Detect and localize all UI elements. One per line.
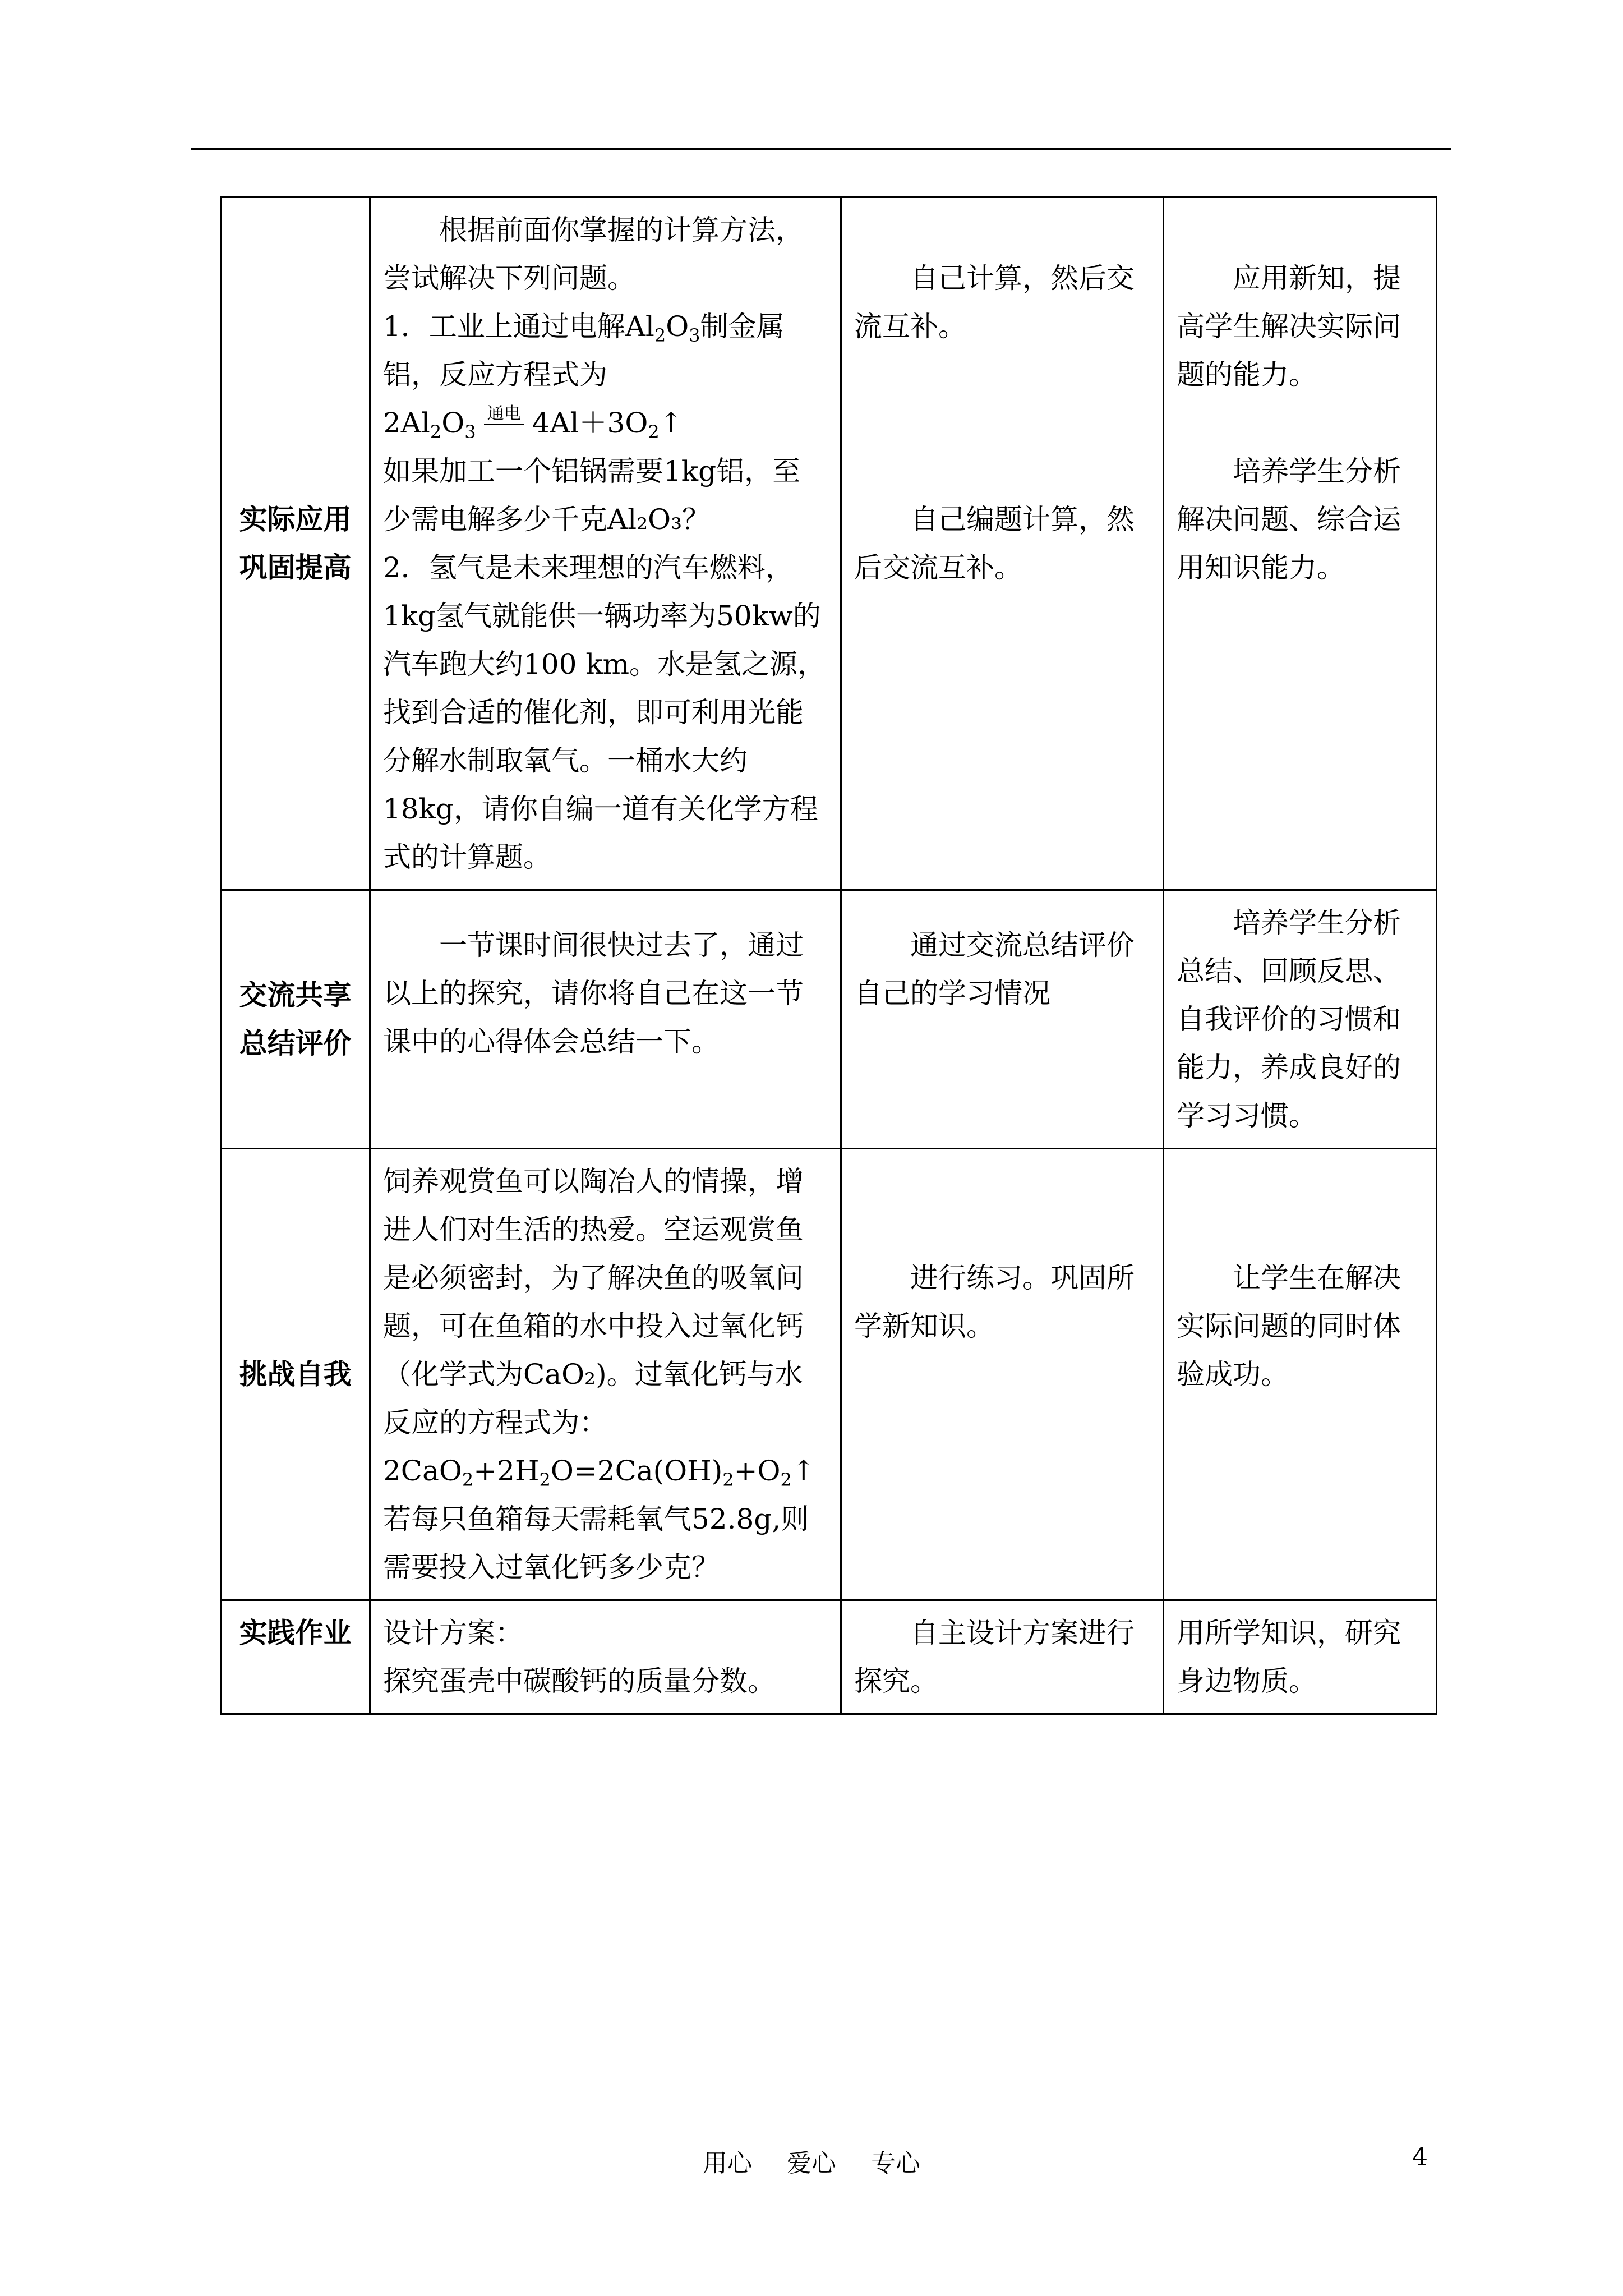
student-activity-text: 通过交流总结评价自己的学习情况 <box>854 929 1135 1010</box>
question-1-ask: 如果加工一个铝锅需要1kg铝，至少需电解多少千克Al₂O₃？ <box>383 455 801 536</box>
reaction-condition: 通电 <box>484 406 524 425</box>
content-cell <box>370 1600 841 1714</box>
student-activity-cell <box>841 1149 1164 1600</box>
content-cell <box>370 197 841 890</box>
design-intent-cell <box>1164 197 1437 890</box>
header-rule <box>191 148 1451 150</box>
challenge-text: 饲养观赏鱼可以陶冶人的情操，增进人们对生活的热爱。空运观赏鱼是必须密封，为了解决鱼的吸氧问题，可在鱼箱的水中投入过氧化钙（化学式为CaO₂)。过氧化钙与水反应的方程式为： <box>383 1165 804 1439</box>
design-intent-cell <box>1164 1600 1437 1714</box>
chem-equation: $2CaO_2+2H_2O=2Ca(OH)_2+O_2↑$ <box>383 1455 815 1490</box>
challenge-question: 若每只鱼箱每天需耗氧气52.8g,则需要投入过氧化钙多少克？ <box>383 1503 809 1584</box>
stage-label: 挑战自我 <box>239 1358 352 1391</box>
stage-label: 交流共享 <box>239 979 352 1011</box>
table-row <box>221 1149 1437 1600</box>
q1-text-b: 制金属铝，反应方程式为 <box>383 310 785 391</box>
content-cell <box>370 890 841 1149</box>
chem-equation: $2Al_2O_3$通电 $4Al+3O_2↑$ <box>383 404 683 443</box>
design-intent-cell <box>1164 1149 1437 1600</box>
footer-item: 爱心 <box>787 2149 836 2178</box>
table-row <box>221 890 1437 1149</box>
homework-title: 设计方案： <box>383 1617 523 1649</box>
stage-cell <box>221 1600 370 1714</box>
footer-item: 用心 <box>703 2149 752 2178</box>
design-intent-text: 应用新知，提高学生解决实际问题的能力。 <box>1177 262 1401 391</box>
intro-text: 根据前面你掌握的计算方法，尝试解决下列问题。 <box>383 214 804 295</box>
student-activity-cell <box>841 890 1164 1149</box>
design-intent-text: 培养学生分析解决问题、综合运用知识能力。 <box>1177 455 1401 584</box>
design-intent-text: 培养学生分析总结、回顾反思、自我评价的习惯和能力，养成良好的学习习惯。 <box>1177 907 1401 1132</box>
table-row <box>221 1600 1437 1714</box>
homework-task: 探究蛋壳中碳酸钙的质量分数。 <box>383 1665 776 1697</box>
question-2: 2．氢气是未来理想的汽车燃料，1kg氢气就能供一辆功率为50kw的汽车跑大约100 km。水是氢之源，找到合适的催化剂，即可利用光能分解水制取氧气。一桶水大约18kg，请你自编一道有关化学方程式的计算题。 <box>383 551 826 873</box>
lesson-plan-table <box>220 196 1437 1715</box>
stage-label: 总结评价 <box>239 1027 352 1060</box>
page-number: 4 <box>1412 2143 1428 2171</box>
stage-label: 巩固提高 <box>239 551 352 584</box>
question-1 <box>383 302 828 399</box>
design-intent-text: 用所学知识，研究身边物质。 <box>1177 1617 1401 1697</box>
student-activity-text: 进行练习。巩固所学新知识。 <box>854 1262 1135 1342</box>
page-footer <box>0 2143 1623 2179</box>
table-row <box>221 197 1437 890</box>
student-activity-text: 自主设计方案进行探究。 <box>854 1617 1135 1697</box>
stage-cell <box>221 1149 370 1600</box>
design-intent-cell <box>1164 890 1437 1149</box>
student-activity-text: 自己计算，然后交流互补。 <box>854 262 1135 343</box>
stage-label: 实际应用 <box>239 503 352 536</box>
student-activity-text: 自己编题计算，然后交流互补。 <box>854 503 1135 584</box>
q1-text-a: 1．工业上通过电解 <box>383 310 625 343</box>
stage-cell <box>221 890 370 1149</box>
design-intent-text: 让学生在解决实际问题的同时体验成功。 <box>1177 1262 1401 1391</box>
stage-cell <box>221 197 370 890</box>
content-cell <box>370 1149 841 1600</box>
footer-item: 专心 <box>871 2149 920 2178</box>
summary-prompt: 一节课时间很快过去了，通过以上的探究，请你将自己在这一节课中的心得体会总结一下。 <box>383 929 804 1058</box>
stage-label: 实践作业 <box>239 1617 352 1649</box>
student-activity-cell <box>841 197 1164 890</box>
chem-formula: $Al_2O_3$ <box>625 310 700 346</box>
student-activity-cell <box>841 1600 1164 1714</box>
